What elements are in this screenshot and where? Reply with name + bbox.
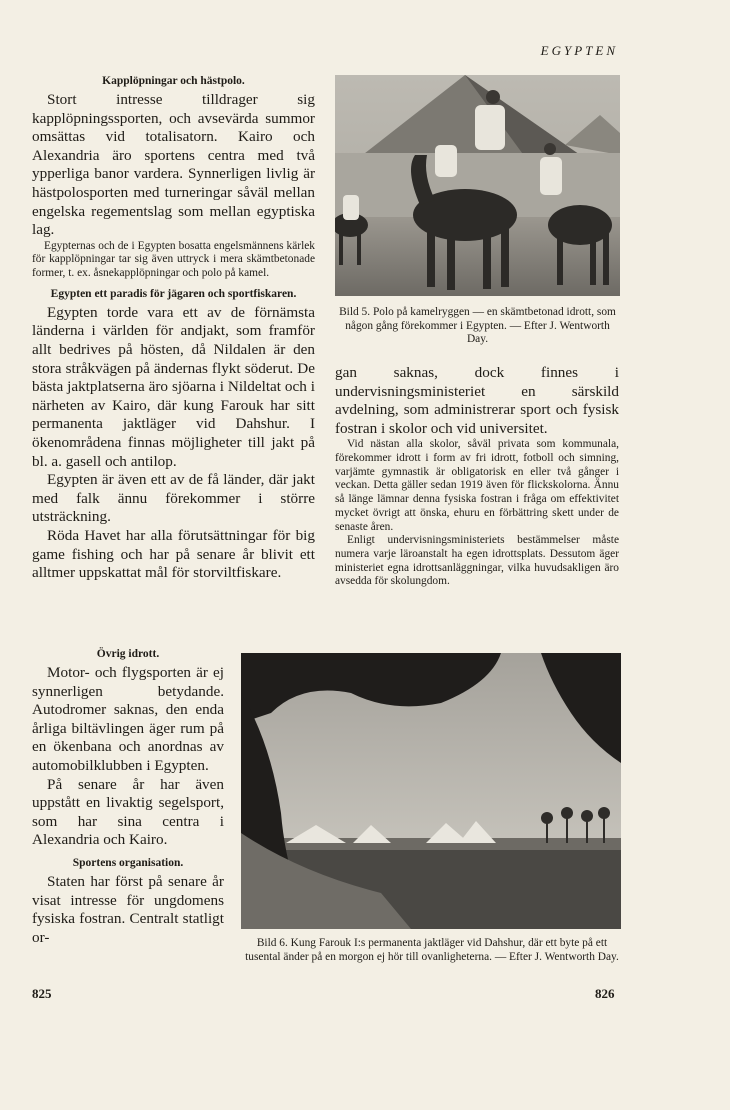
- paragraph-horse-racing: Stort intresse tilldrager sig kapplöpningssporten, och avsevärda summor omsättas vid totalisatorn. Kairo och Alexandria äro sportens centra med två ypperliga banor vardera. Synnerligen livlig är hästpolosporten med turneringar såväl mellan engelska regementslag som mellan egyptiska lag.: [32, 91, 315, 239]
- right-column: [335, 364, 619, 589]
- section-heading-horse-racing: Kapplöpningar och hästpolo.: [102, 75, 245, 87]
- paragraph-donkey-racing: Egypternas och de i Egypten bosatta engelsmännens kärlek för kapplöpningar tar sig även uttryck i mera skämtbetonade former, t. ex. åsnekapplöpningar och polo på kamel.: [32, 239, 315, 280]
- paragraph-schools: Vid nästan alla skolor, såväl privata som kommunala, förekommer idrott i form av fri idrott, fotboll och simning, varjämte gymnastik är obligatorisk en eller två gånger i veckan. Detta gäller sedan 1919 även för flickskolorna. Ännu så länge lämnar denna fysiska fostran i fråga om effektivitet mycket övrigt att önska, ehuru en förbättring skett under de senaste åren.: [335, 438, 619, 533]
- section-heading-hunting: Egypten ett paradis för jägaren och sportfiskaren.: [50, 287, 297, 300]
- paragraph-falconry: Egypten är även ett av de få länder, där jakt med falk ännu förekommer i större utsträckning.: [32, 471, 315, 526]
- page-number-right: 826: [595, 986, 615, 1001]
- paragraph-sailing: På senare år har även uppstått en livaktig segelsport, som har sina centra i Alexandria och Kairo.: [32, 775, 224, 849]
- figure-6-photo: [241, 653, 621, 929]
- section-heading-other-sports: Övrig idrott.: [96, 648, 160, 660]
- paragraph-fishing: Röda Havet har alla förutsättningar för big game fishing och har på senare år blivit ett alltmer uppskattat mål för storviltfiskare.: [32, 526, 315, 582]
- paragraph-motor-sports: Motor- och flygsporten är ej synnerligen betydande. Autodromer saknas, den enda årliga biltävlingen äger rum på en ökenbana och anordnas av automobilklubben i Egypten.: [32, 664, 224, 774]
- page-number-left: 825: [32, 986, 52, 1001]
- section-heading-organisation: Sportens organisation.: [72, 856, 184, 869]
- running-header: EGYPTEN: [540, 43, 618, 58]
- figure-6-caption: Bild 6. Kung Farouk I:s permanenta jaktläger vid Dahshur, där ett byte på ett tusental änder på en morgon ej hör till ovanligheterna. — Efter J. Wentworth Day.: [245, 937, 619, 963]
- paragraph-organisation: Staten har först på senare år visat intresse för ungdomens fysiska fostran. Centralt statligt or-: [32, 872, 224, 946]
- narrow-column: [32, 647, 224, 947]
- figure-5-caption: Bild 5. Polo på kamelryggen — en skämtbetonad idrott, som någon gång förekommer i Egypten. — Efter J. Wentworth Day.: [339, 306, 616, 346]
- left-column: [32, 74, 315, 583]
- paragraph-ministry: Enligt undervisningsministeriets bestämmelser måste numera varje läroanstalt ha egen idrottsplats. Dessutom äger ministeriet egna idrottsanläggningar, vilka huvudsakligen äro avsedda för skolungdom.: [335, 534, 619, 588]
- paragraph-duck-hunting: Egypten torde vara ett av de förnämsta länderna i världen för andjakt, som framför allt bedrives på hösten, då Nildalen är den stora stråkvägen på ändernas flykt söderut. De bästa jaktplatserna äro sjöarna i Nildeltat och i närheten av Kairo, där kung Farouk har sitt permanenta jaktläger vid Dahshur. I ökenområdena finnas möjligheter till jakt på bl. a. gasell och antilop.: [32, 303, 315, 470]
- paragraph-organisation-cont: gan saknas, dock finnes i undervisningsministeriet en särskild avdelning, som administrerar sport och fysisk fostran i skolor och vid universitet.: [335, 364, 619, 437]
- figure-5-photo: [335, 75, 620, 296]
